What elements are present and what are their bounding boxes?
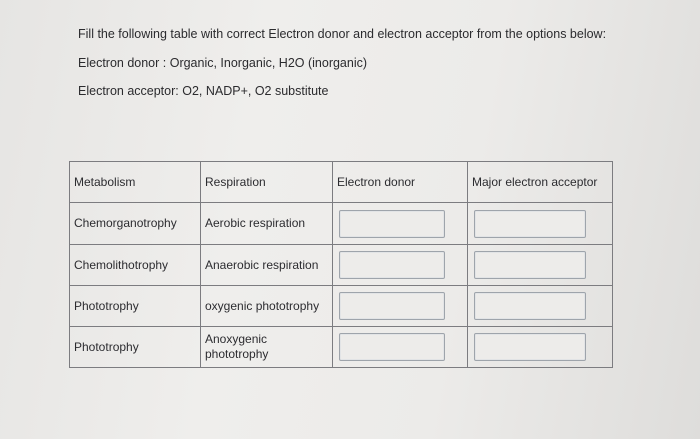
respiration-cell: Anoxygenic phototrophy xyxy=(201,327,333,368)
respiration-cell: Aerobic respiration xyxy=(201,203,333,245)
donor-input-4[interactable] xyxy=(339,333,445,361)
donor-cell xyxy=(333,245,468,286)
acceptor-cell xyxy=(468,203,613,245)
header-electron-acceptor-label: Major electron acceptor xyxy=(472,174,598,189)
metabolism-cell: Chemolithotrophy xyxy=(70,245,201,286)
metabolism-cell: Phototrophy xyxy=(70,327,201,368)
acceptor-input-2[interactable] xyxy=(474,251,586,279)
header-electron-donor: Electron donor xyxy=(333,162,468,203)
donor-cell xyxy=(333,203,468,245)
acceptor-cell xyxy=(468,286,613,327)
header-electron-acceptor xyxy=(468,162,613,203)
acceptor-options: Electron acceptor: O2, NADP+, O2 substitute xyxy=(78,84,329,98)
donor-input-2[interactable] xyxy=(339,251,445,279)
table-header-row xyxy=(70,162,613,203)
metabolism-cell: Phototrophy xyxy=(70,286,201,327)
table-row xyxy=(70,203,613,245)
respiration-cell: Anaerobic respiration xyxy=(201,245,333,286)
acceptor-cell xyxy=(468,245,613,286)
instruction-prompt: Fill the following table with correct Electron donor and electron acceptor from the options below: xyxy=(78,27,607,41)
acceptor-input-4[interactable] xyxy=(474,333,586,361)
header-respiration: Respiration xyxy=(201,162,333,203)
header-metabolism: Metabolism xyxy=(70,162,201,203)
metabolism-table xyxy=(69,161,613,368)
donor-cell xyxy=(333,286,468,327)
respiration-cell: oxygenic phototrophy xyxy=(201,286,333,327)
metabolism-cell: Chemorganotrophy xyxy=(70,203,201,245)
table-row xyxy=(70,286,613,327)
donor-input-1[interactable] xyxy=(339,210,445,238)
donor-input-3[interactable] xyxy=(339,292,445,320)
donor-cell xyxy=(333,327,468,368)
table-row xyxy=(70,245,613,286)
donor-options: Electron donor : Organic, Inorganic, H2O (inorganic) xyxy=(78,56,368,70)
acceptor-input-3[interactable] xyxy=(474,292,586,320)
acceptor-cell xyxy=(468,327,613,368)
acceptor-input-1[interactable] xyxy=(474,210,586,238)
table-row xyxy=(70,327,613,368)
